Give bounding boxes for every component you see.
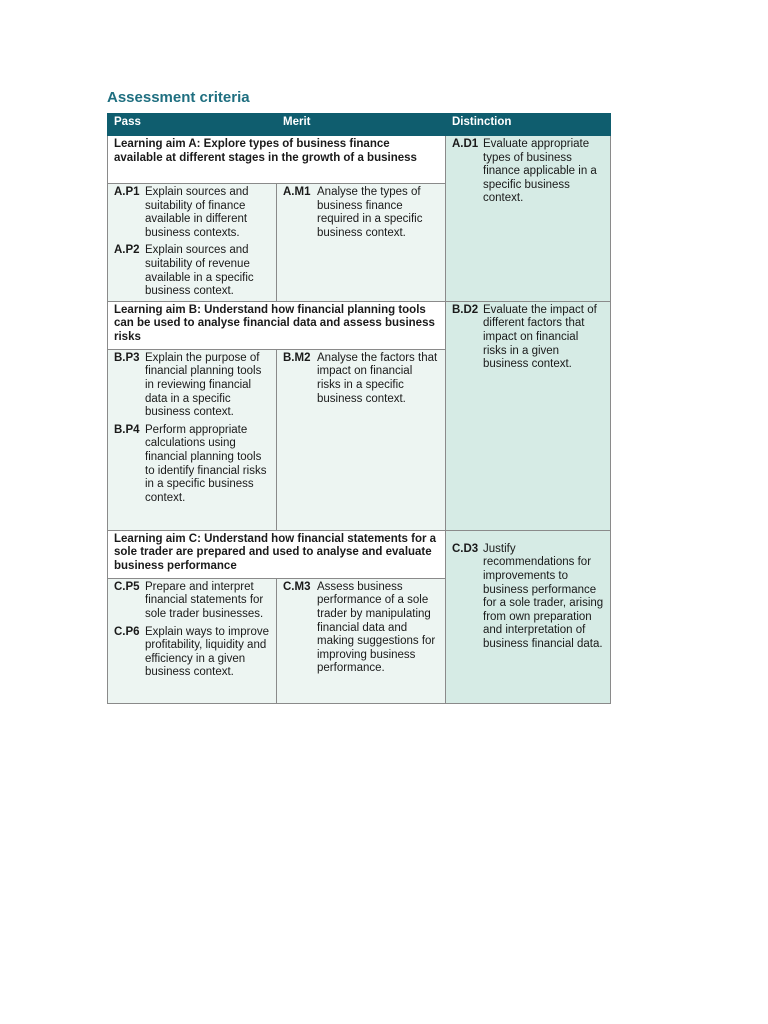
criterion-c-m3 <box>283 581 439 676</box>
criterion-code: C.D3 <box>452 542 479 555</box>
aim-a-row <box>108 136 611 184</box>
criterion-text: Evaluate appropriate types of business finance applicable in a specific business context. <box>483 138 597 205</box>
distinction-c-cell <box>446 530 611 703</box>
criterion-b-p3 <box>114 352 270 420</box>
aim-c-row <box>108 530 611 578</box>
criterion-text: Prepare and interpret financial statements for sole trader businesses. <box>145 580 264 620</box>
learning-aim-a: Learning aim A: Explore types of business finance available at different stages in the growth of a business <box>108 136 446 184</box>
distinction-b-cell <box>446 301 611 530</box>
aim-b-row <box>108 301 611 349</box>
learning-aim-c: Learning aim C: Understand how financial statements for a sole trader are prepared and used to analyse and evaluate business performance <box>108 530 446 578</box>
criterion-code: B.P3 <box>114 351 140 364</box>
criterion-a-p2 <box>114 244 270 298</box>
criterion-c-p5 <box>114 581 270 622</box>
learning-aim-b: Learning aim B: Understand how financial planning tools can be used to analyse financial data and assess business risks <box>108 301 446 349</box>
criterion-b-p4 <box>114 424 270 506</box>
criterion-text: Perform appropriate calculations using financial planning tools to identify financial risks in a specific business context. <box>145 423 267 504</box>
criterion-code: B.P4 <box>114 423 140 436</box>
criterion-text: Explain sources and suitability of finance available in different business contexts. <box>145 186 249 239</box>
criterion-code: B.D2 <box>452 303 479 316</box>
criterion-code: B.M2 <box>283 351 311 364</box>
pass-a-cell <box>108 184 277 302</box>
criterion-a-d1 <box>452 138 604 206</box>
criterion-text: Explain ways to improve profitability, liquidity and efficiency in a given business context. <box>145 625 269 679</box>
criterion-c-d3 <box>452 543 604 652</box>
page-title: Assessment criteria <box>107 89 250 106</box>
criterion-text: Evaluate the impact of different factors that impact on financial risks in a given business context. <box>483 303 597 371</box>
header-distinction: Distinction <box>446 114 611 136</box>
distinction-a-cell <box>446 136 611 302</box>
merit-b-cell <box>277 349 446 530</box>
criterion-code: C.P5 <box>114 580 140 593</box>
header-row <box>108 114 611 136</box>
criterion-code: A.M1 <box>283 186 311 198</box>
criterion-text: Explain the purpose of financial planning tools in reviewing financial data in a specific business context. <box>145 351 262 419</box>
criterion-code: A.D1 <box>452 138 479 150</box>
merit-c-cell <box>277 578 446 703</box>
header-pass: Pass <box>108 114 277 136</box>
criterion-code: C.M3 <box>283 580 311 593</box>
assessment-criteria-table <box>107 113 611 704</box>
criterion-text: Explain sources and suitability of revenue available in a specific business context. <box>145 244 254 298</box>
criterion-a-m1 <box>283 186 439 240</box>
criterion-text: Assess business performance of a sole trader by manipulating financial data and making suggestions for improving business performance. <box>317 580 436 675</box>
criterion-text: Analyse the factors that impact on financial risks in a specific business context. <box>317 351 438 405</box>
pass-b-cell <box>108 349 277 530</box>
criterion-text: Justify recommendations for improvements to business performance for a sole trader, arising from own preparation and interpretation of business financial data. <box>483 542 604 650</box>
criterion-code: C.P6 <box>114 625 140 638</box>
criterion-b-m2 <box>283 352 439 406</box>
criterion-a-p1 <box>114 186 270 240</box>
criterion-text: Analyse the types of business finance required in a specific business context. <box>317 186 423 239</box>
header-merit: Merit <box>277 114 446 136</box>
criterion-code: A.P1 <box>114 186 140 198</box>
pass-c-cell <box>108 578 277 703</box>
criterion-code: A.P2 <box>114 244 140 257</box>
criterion-c-p6 <box>114 626 270 680</box>
merit-a-cell <box>277 184 446 302</box>
criterion-b-d2 <box>452 304 604 372</box>
